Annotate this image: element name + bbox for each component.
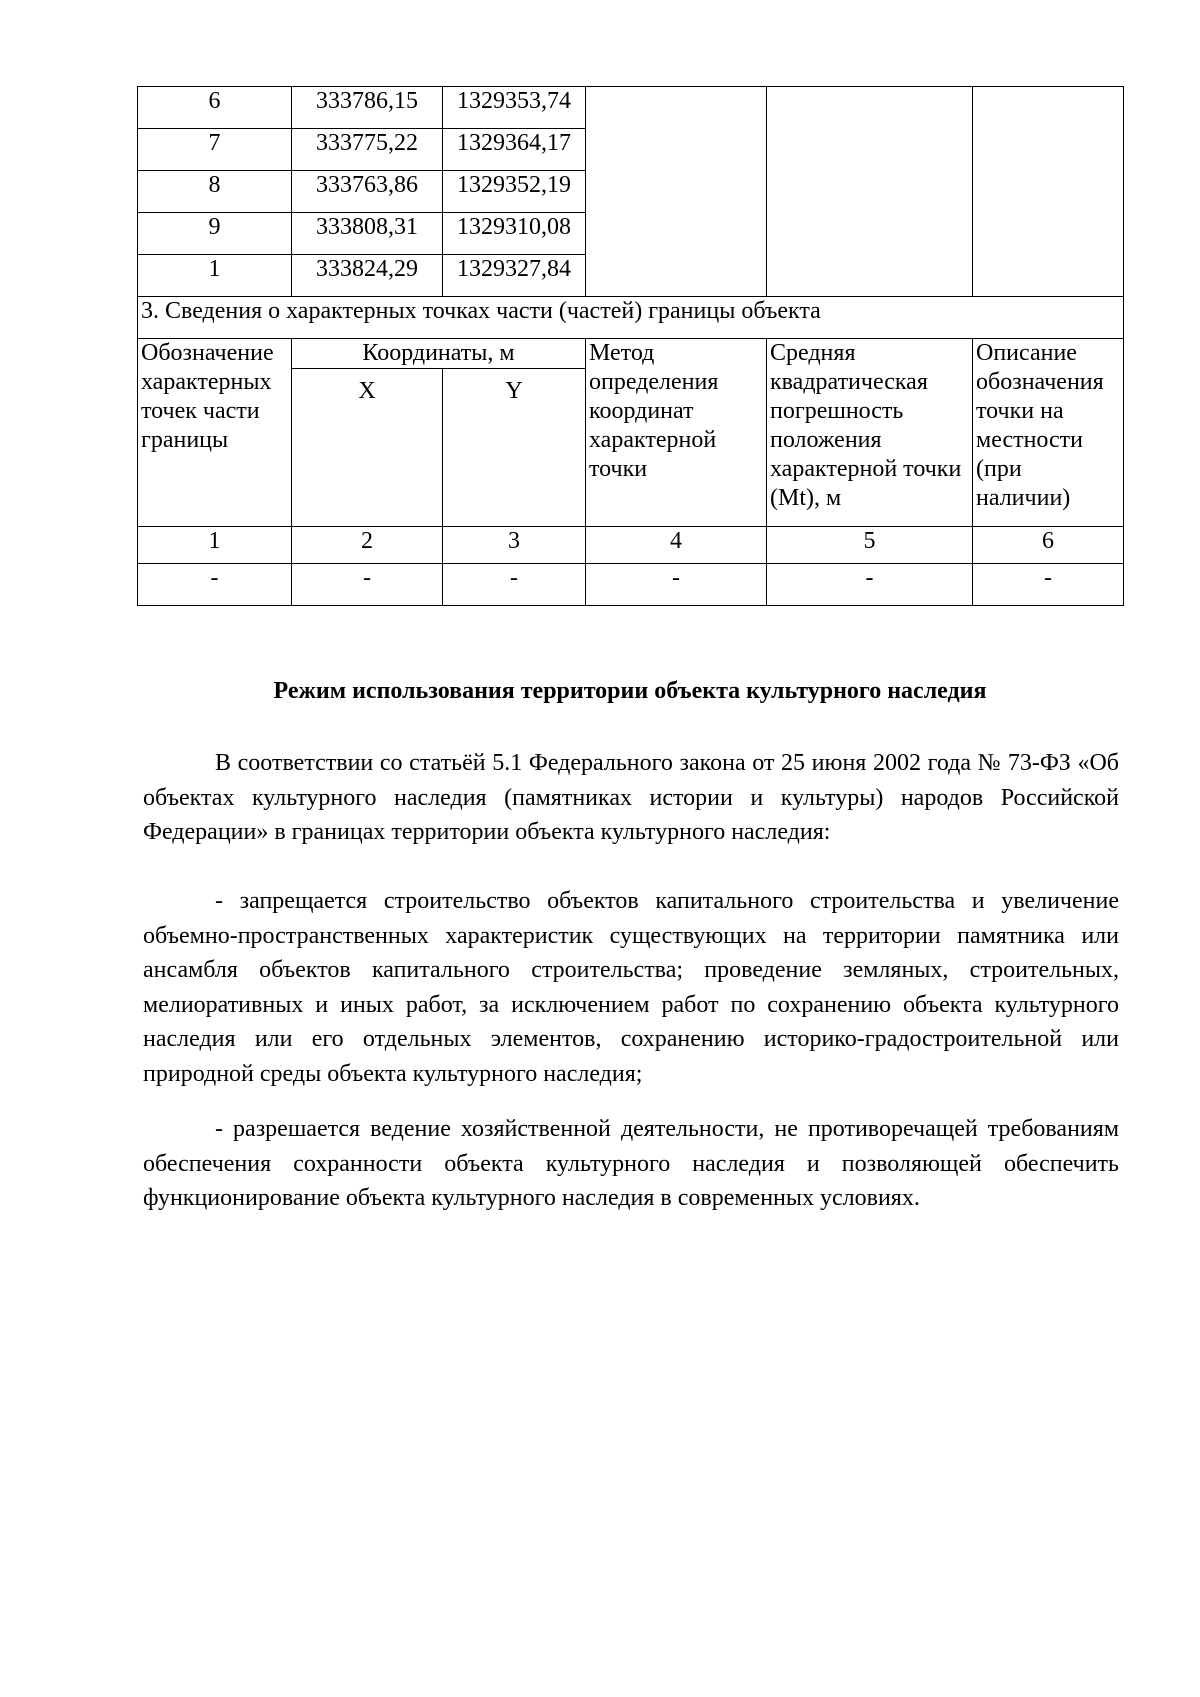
- section-title: 3. Сведения о характерных точках части (частей) границы объекта: [138, 297, 1124, 339]
- boundary-points-table: [137, 86, 1124, 606]
- column-index: 2: [292, 527, 443, 564]
- header-y: Y: [443, 369, 586, 527]
- column-index-row: [138, 527, 1124, 564]
- point-number: 7: [138, 129, 292, 171]
- regime-heading: Режим использования территории объекта культурного наследия: [273, 678, 987, 704]
- column-index: 6: [973, 527, 1124, 564]
- coord-y: 1329364,17: [443, 129, 586, 171]
- point-number: 1: [138, 255, 292, 297]
- header-x: X: [292, 369, 443, 527]
- header-method: Метод определения координат характерной точки: [586, 339, 767, 527]
- coord-x: 333763,86: [292, 171, 443, 213]
- empty-value: -: [443, 564, 586, 606]
- point-number: 6: [138, 87, 292, 129]
- column-index: 5: [767, 527, 973, 564]
- header-row: [138, 339, 1124, 369]
- column-index: 4: [586, 527, 767, 564]
- coord-x: 333808,31: [292, 213, 443, 255]
- empty-value: -: [973, 564, 1124, 606]
- empty-value: -: [767, 564, 973, 606]
- column-index: 1: [138, 527, 292, 564]
- empty-value: -: [292, 564, 443, 606]
- coord-x: 333775,22: [292, 129, 443, 171]
- coord-y: 1329310,08: [443, 213, 586, 255]
- point-number: 9: [138, 213, 292, 255]
- regime-permission-paragraph: - разрешается ведение хозяйственной деятельности, не противоречащей требованиям обеспечения сохранности объекта культурного наследия и позволяющей обеспечить функционирование объекта культурного наследия в современных условиях.: [143, 1116, 1119, 1211]
- empty-value: -: [138, 564, 292, 606]
- coord-x: 333824,29: [292, 255, 443, 297]
- regime-prohibition-paragraph: - запрещается строительство объектов капитального строительства и увеличение объемно-пространственных характеристик существующих на территории памятника или ансамбля объектов капитального строительства; проведение земляных, строительных, мелиоративных и иных работ, за исключением работ по сохранению объекта культурного наследия или его отдельных элементов, сохранению историко-градостроительной или природной среды объекта культурного наследия;: [143, 888, 1119, 1087]
- table-row: [138, 564, 1124, 606]
- coord-y: 1329327,84: [443, 255, 586, 297]
- table-row: [138, 87, 1124, 129]
- description-cell: [973, 87, 1124, 297]
- method-cell: [586, 87, 767, 297]
- regime-intro-paragraph: В соответствии со статьёй 5.1 Федерального закона от 25 июня 2002 года № 73-ФЗ «Об объектах культурного наследия (памятниках истории и культуры) народов Российской Федерации» в границах территории объекта культурного наследия:: [143, 750, 1119, 845]
- error-cell: [767, 87, 973, 297]
- header-coordinates: Координаты, м: [292, 339, 586, 369]
- coord-y: 1329352,19: [443, 171, 586, 213]
- column-index: 3: [443, 527, 586, 564]
- coord-x: 333786,15: [292, 87, 443, 129]
- section-title-row: [138, 297, 1124, 339]
- empty-value: -: [586, 564, 767, 606]
- header-designation: Обозначение характерных точек части границы: [138, 339, 292, 527]
- header-description: Описание обозначения точки на местности (при наличии): [973, 339, 1124, 527]
- coord-y: 1329353,74: [443, 87, 586, 129]
- point-number: 8: [138, 171, 292, 213]
- header-error: Средняя квадратическая погрешность положения характерной точки (Mt), м: [767, 339, 973, 527]
